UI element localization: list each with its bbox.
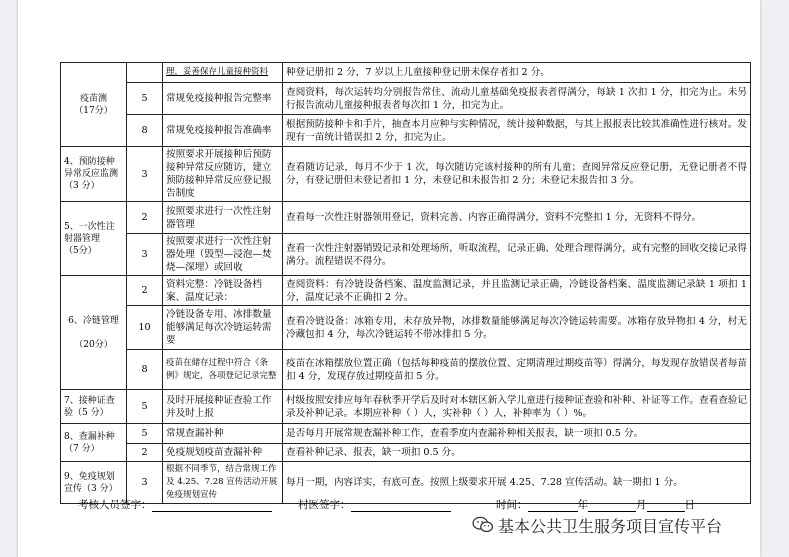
criterion-cell: 常规查漏补种 — [163, 424, 283, 444]
criterion-cell: 根据不同季节，结合常规工作及 4.25、7.28 宣传活动开展免疫规划宣传 — [163, 462, 283, 504]
method-cell: 种登记册扣 2 分，7 岁以上儿童接种登记册未保存者扣 2 分。 — [283, 63, 751, 83]
table-row — [61, 424, 751, 444]
method-cell: 根据预防接种卡和手片，抽查本月应种与实种情况，统计接种数据，与其上报报表比较其准确性进行核对。发现有一苗统计错误扣 2 分，扣完为止。 — [283, 115, 751, 147]
score-cell: 8 — [127, 350, 163, 390]
table-row — [61, 390, 751, 424]
criterion-cell: 冷链设备专用、冰排数量能够满足每次冷链运转需要 — [163, 306, 283, 350]
table-row — [61, 306, 751, 350]
method-cell: 是否每月开展常规查漏补种工作，查看季度内查漏补种相关报表，缺一项扣 0.5 分。 — [283, 424, 751, 444]
score-cell: 8 — [127, 115, 163, 147]
score-cell: 2 — [127, 202, 163, 234]
method-cell: 查看随访记录，每月不少于 1 次，每次随访完该村接种的所有儿童；查阅异常反应登记册，无登记册者不得分，有登记册但未登记者扣 1 分，未登记和未报告扣 2 分；未登记未报告扣 3 分。 — [283, 147, 751, 202]
score-cell: 3 — [127, 462, 163, 504]
document-page — [18, 0, 760, 557]
table-row — [61, 444, 751, 462]
time-label: 时间： — [496, 499, 528, 511]
method-cell: 村级按照安排应每年春秋季开学后及时对本辖区新入学儿童进行接种证查验和补种、补证等工作。查看查验记录及补种记录。本期应补种（ ）人，实补种（ ）人，补种率为（ ）%。 — [283, 390, 751, 424]
method-cell: 疫苗在冰箱摆放位置正确（包括每种疫苗的摆放位置、定期清理过期疫苗等）得满分，每发现存放错误者每苗扣 4 分，发现存放过期疫苗扣 5 分。 — [283, 350, 751, 390]
doctor-label: 村医签字： — [298, 499, 351, 511]
table-row — [61, 115, 751, 147]
criterion-cell: 常规免疫接种报告完整率 — [163, 83, 283, 115]
criterion-cell: 按照要求进行一次性注射器处理（毁型—浸泡—焚烧—深埋）或回收 — [163, 234, 283, 276]
method-cell: 查看冷链设备：冰箱专用，未存放异物，冰排数量能够满足每次冷链运转需要。冰箱存放异物扣 4 分，村无冷藏包扣 4 分，每次冷链运转不带冰排扣 5 分。 — [283, 306, 751, 350]
category-cell: 疫苗测 （17分） — [61, 63, 127, 147]
assessor-signature-line — [152, 499, 272, 512]
watermark — [472, 512, 722, 538]
category-cell: 8、查漏补种（7 分） — [61, 424, 127, 462]
year-line — [528, 499, 578, 512]
table-row — [61, 276, 751, 306]
year-label: 年 — [577, 499, 588, 511]
method-cell: 查看一次性注射器销毁记录和处理场所，听取流程，记录正确、处理合理得满分，或有完整的回收交接记录得满分。流程错误不得分。 — [283, 234, 751, 276]
score-cell: 5 — [127, 424, 163, 444]
criterion-cell: 疫苗在储存过程中符合《条例》规定，各项登记记录完整 — [163, 350, 283, 390]
method-cell: 查阅资料：有冷链设备档案、温度监测记录，并且监测记录正确，冷链设备档案、温度监测记录缺 1 项扣 1 分，温度记录不正确扣 2 分。 — [283, 276, 751, 306]
day-line — [647, 499, 685, 512]
score-cell: 3 — [127, 147, 163, 202]
score-cell: 10 — [127, 306, 163, 350]
table-row — [61, 234, 751, 276]
category-cell: 4、预防接种异常反应监测 （3 分） — [61, 147, 127, 202]
doctor-signature — [298, 497, 451, 512]
score-cell: 3 — [127, 234, 163, 276]
month-label: 月 — [636, 499, 647, 511]
table-row — [61, 63, 751, 83]
criterion-cell: 常规免疫接种报告准确率 — [163, 115, 283, 147]
criterion-cell: 按照要求开展接种后预防接种异常反应随访，建立预防接种异常反应登记报告制度 — [163, 147, 283, 202]
method-cell: 查看每一次性注射器领用登记，资料完善、内容正确得满分，资料不完整扣 1 分，无资料不得分。 — [283, 202, 751, 234]
criterion-cell: 免疫规划疫苗查漏补种 — [163, 444, 283, 462]
category-cell: 9、免疫规划宣传（3 分） — [61, 462, 127, 504]
table-row — [61, 350, 751, 390]
category-cell: 7、接种证查验（5 分） — [61, 390, 127, 424]
method-cell: 查阅资料，每次运转均分别报告常住、流动儿童基础免疫报表者得满分，每缺 1 次扣 1 分，扣完为止。未另行报告流动儿童接种报表者每次扣 1 分，扣完为止。 — [283, 83, 751, 115]
score-cell: 2 — [127, 276, 163, 306]
criterion-cell: 理，妥善保存儿童接种资料 — [163, 63, 283, 83]
criterion-cell: 资料完整：冷链设备档案、温度记录： — [163, 276, 283, 306]
score-cell — [127, 63, 163, 83]
assessor-label: 考核人员签字： — [78, 499, 152, 511]
category-cell: 5、一次性注射器管理 （5分） — [61, 202, 127, 276]
doctor-signature-line — [351, 499, 451, 512]
criterion-cell: 按照要求进行一次性注射器管理 — [163, 202, 283, 234]
day-label: 日 — [684, 499, 695, 511]
month-line — [588, 499, 636, 512]
assessment-table — [60, 62, 751, 504]
table-row — [61, 147, 751, 202]
table-row — [61, 202, 751, 234]
category-cell: 6、冷链管理 （20分） — [61, 276, 127, 390]
assessor-signature — [78, 497, 272, 512]
wechat-icon — [472, 516, 494, 534]
score-cell: 2 — [127, 444, 163, 462]
date-field — [496, 497, 695, 512]
score-cell: 5 — [127, 83, 163, 115]
criterion-cell: 及时开展接种证查验工作并及时上报 — [163, 390, 283, 424]
score-cell: 5 — [127, 390, 163, 424]
method-cell: 每月一期，内容详实，有底可查。按照上级要求开展 4.25、7.28 宣传活动。缺一期扣 1 分。 — [283, 462, 751, 504]
table-row — [61, 83, 751, 115]
method-cell: 查看补种记录、报表，缺一项扣 0.5 分。 — [283, 444, 751, 462]
watermark-text: 基本公共卫生服务项目宣传平台 — [498, 516, 723, 536]
